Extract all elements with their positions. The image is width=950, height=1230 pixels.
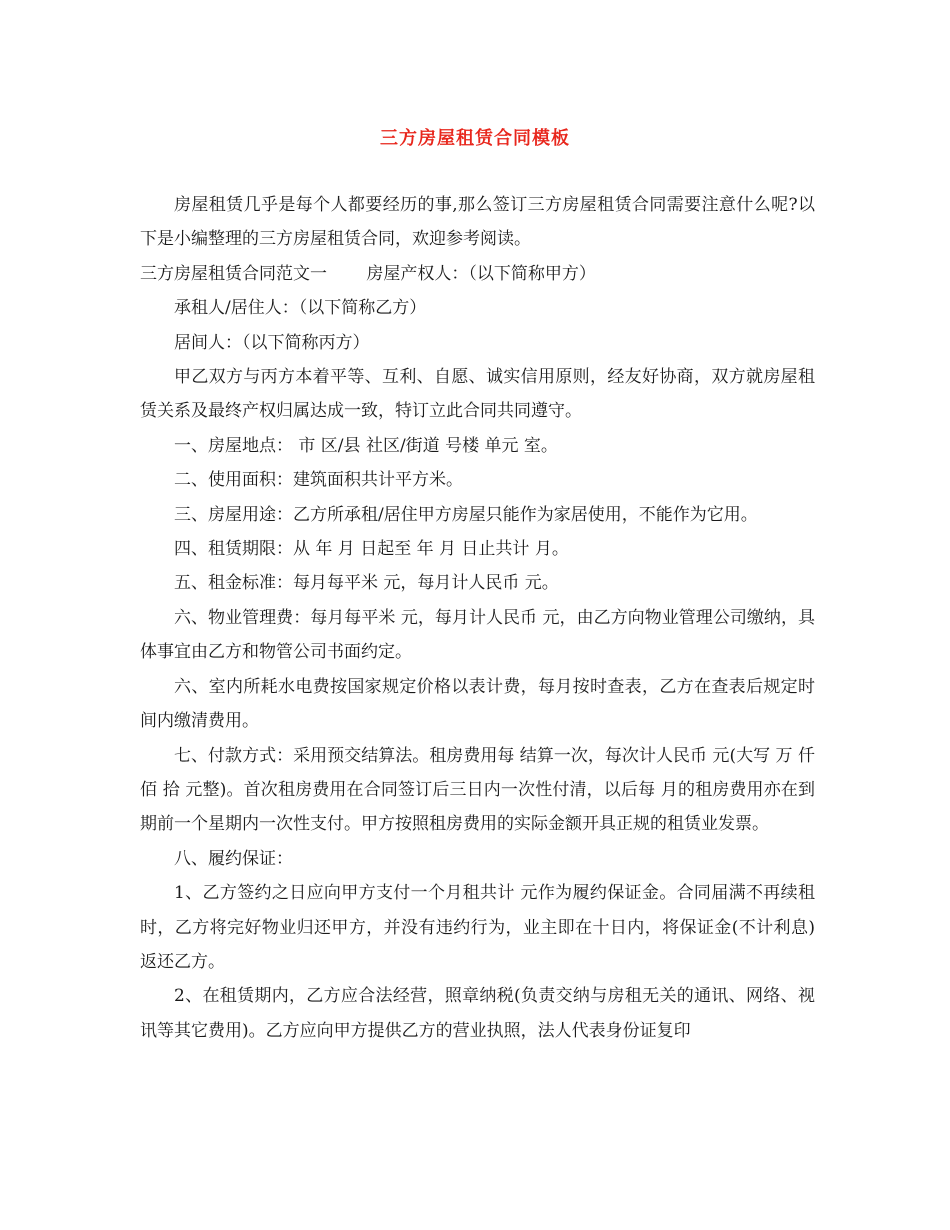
- paragraph-clause-4: 四、租赁期限：从 年 月 日起至 年 月 日止共计 月。: [174, 539, 569, 560]
- document-title: 三方房屋租赁合同模板: [380, 128, 570, 149]
- paragraph-party-b: 承租人/居住人：（以下简称乙方）: [174, 298, 427, 319]
- paragraph-clause-5: 五、租金标准：每月每平米 元，每月计人民币 元。: [174, 573, 559, 594]
- paragraph-clause-8-2: 2、在租赁期内，乙方应合法经营，照章纳税(负责交纳与房租无关的通讯、网络、视讯等其它费用)。乙方应向甲方提供乙方的营业执照，法人代表身份证复印: [140, 986, 815, 1041]
- paragraph-clause-3: 三、房屋用途：乙方所承租/居住甲方房屋只能作为家居使用，不能作为它用。: [174, 504, 758, 525]
- document-body: [140, 188, 815, 1048]
- paragraph-party-a: 三方房屋租赁合同范文一 房屋产权人：（以下简称甲方）: [140, 263, 596, 284]
- paragraph-clause-6b: 六、室内所耗水电费按国家规定价格以表计费，每月按时查表，乙方在查表后规定时间内缴清费用。: [140, 676, 815, 732]
- paragraph-preamble: 甲乙双方与丙方本着平等、互利、自愿、诚实信用原则，经友好协商，双方就房屋租赁关系及最终产权归属达成一致，特订立此合同共同遵守。: [140, 367, 815, 422]
- paragraph-clause-2: 二、使用面积：建筑面积共计平方米。: [174, 470, 463, 491]
- paragraph-clause-7: 七、付款方式：采用预交结算法。租房费用每 结算一次，每次计人民币 元(大写 万 仟 佰 拾 元整)。首次租房费用在合同签订后三日内一次性付清，以后每 月的租房费用亦在到期前一个星期内一次性支付。甲方按照租房费用的实际金额开具正规的租赁业发票。: [140, 745, 815, 835]
- paragraph-clause-8-1: 1、乙方签约之日应向甲方支付一个月租共计 元作为履约保证金。合同届满不再续租时，乙方将完好物业归还甲方，并没有违约行为，业主即在十日内，将保证金(不计利息)返还乙方。: [140, 883, 815, 972]
- paragraph-party-c: 居间人：（以下简称丙方）: [174, 332, 370, 353]
- paragraph-clause-8: 八、履约保证：: [174, 848, 293, 869]
- paragraph-clause-6: 六、物业管理费：每月每平米 元，每月计人民币 元，由乙方向物业管理公司缴纳，具体事宜由乙方和物管公司书面约定。: [140, 607, 815, 663]
- paragraph-intro: 房屋租赁几乎是每个人都要经历的事,那么签订三方房屋租赁合同需要注意什么呢?以下是小编整理的三方房屋租赁合同，欢迎参考阅读。: [140, 195, 815, 250]
- paragraph-clause-1: 一、房屋地点： 市 区/县 社区/街道 号楼 单元 室。: [174, 435, 558, 456]
